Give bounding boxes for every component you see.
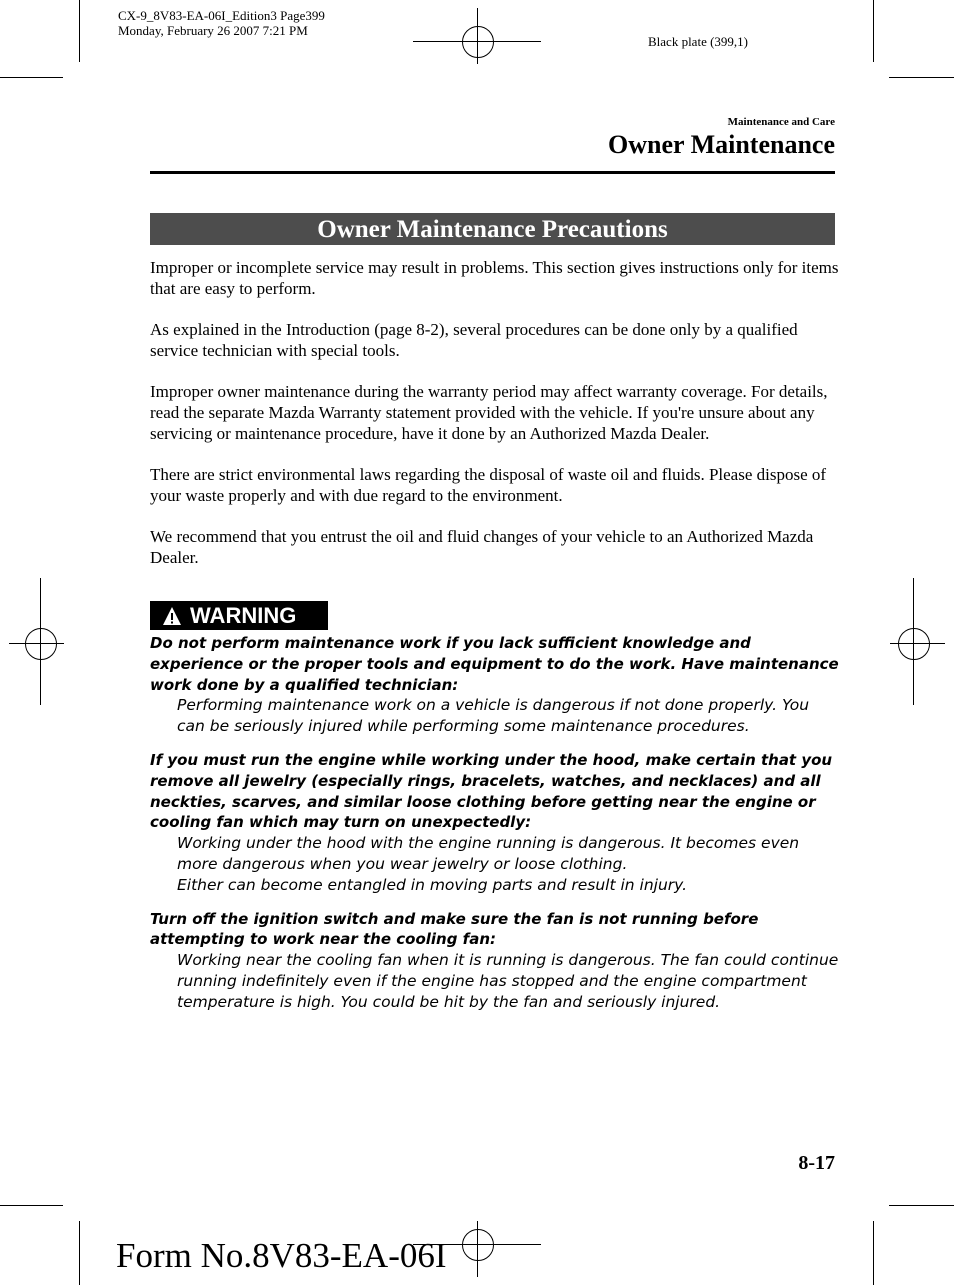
warning-detail: Working under the hood with the engine running is dangerous. It becomes even more dangerous when you wear jewelry or loose clothing. [177,834,800,873]
warning-detail: Either can become entangled in moving parts and result in injury. [177,875,688,894]
warning-detail: Performing maintenance work on a vehicle is dangerous if not done properly. You can be seriously injured while performing some maintenance procedures. [177,696,810,736]
warning-item [150,633,840,737]
warning-heading: Turn off the ignition switch and make sure the fan is not running before attempting to work near the cooling fan: [150,909,759,949]
warning-heading: If you must run the engine while working under the hood, make certain that you remove all jewelry (especially rings, bracelets, watches, and necklaces) and all neckties, scarves, and similar loose clothing before getting near the engine or cooling fan which may turn on unexpectedly: [150,750,833,832]
print-date-line: Monday, February 26 2007 7:21 PM [118,23,308,38]
page-number: 8-17 [798,1152,835,1174]
paragraph: Improper owner maintenance during the warranty period may affect warranty coverage. For details, read the separate Mazda Warranty statement provided with the vehicle. If you're unsure about any servicing or maintenance procedure, have it done by an Authorized Mazda Dealer. [150,382,828,443]
print-meta [118,8,325,38]
print-file-line: CX-9_8V83-EA-06I_Edition3 Page399 [118,8,325,23]
page-title: Owner Maintenance [608,130,835,159]
paragraph: Improper or incomplete service may result in problems. This section gives instructions only for items that are easy to perform. [150,258,839,298]
paragraph: As explained in the Introduction (page 8-2), several procedures can be done only by a qualified service technician with special tools. [150,320,798,360]
warning-heading: Do not perform maintenance work if you lack sufficient knowledge and experience or the proper tools and equipment to do the work. Have maintenance work done by a qualified technician: [150,634,839,694]
paragraph: There are strict environmental laws regarding the disposal of waste oil and fluids. Please dispose of your waste properly and with due regard to the environment. [150,465,827,505]
warning-label [150,601,328,630]
form-number: Form No.8V83-EA-06I [116,1236,447,1275]
warning-text: WARNING [190,602,297,628]
paragraph: We recommend that you entrust the oil and fluid changes of your vehicle to an Authorized Mazda Dealer. [150,527,814,567]
warning-list [150,633,840,1026]
warning-triangle-icon [162,606,182,626]
section-banner: Owner Maintenance Precautions [150,213,835,245]
warning-item [150,909,840,1013]
warning-detail: Working near the cooling fan when it is running is dangerous. The fan could continue running indefinitely even if the engine has stopped and the engine compartment temperature is high. You could be hit by the fan and seriously injured. [177,951,839,1011]
warning-item [150,750,840,896]
body-text [150,257,840,588]
section-label: Maintenance and Care [727,116,835,128]
plate-label: Black plate (399,1) [648,34,748,49]
title-rule [150,171,835,174]
